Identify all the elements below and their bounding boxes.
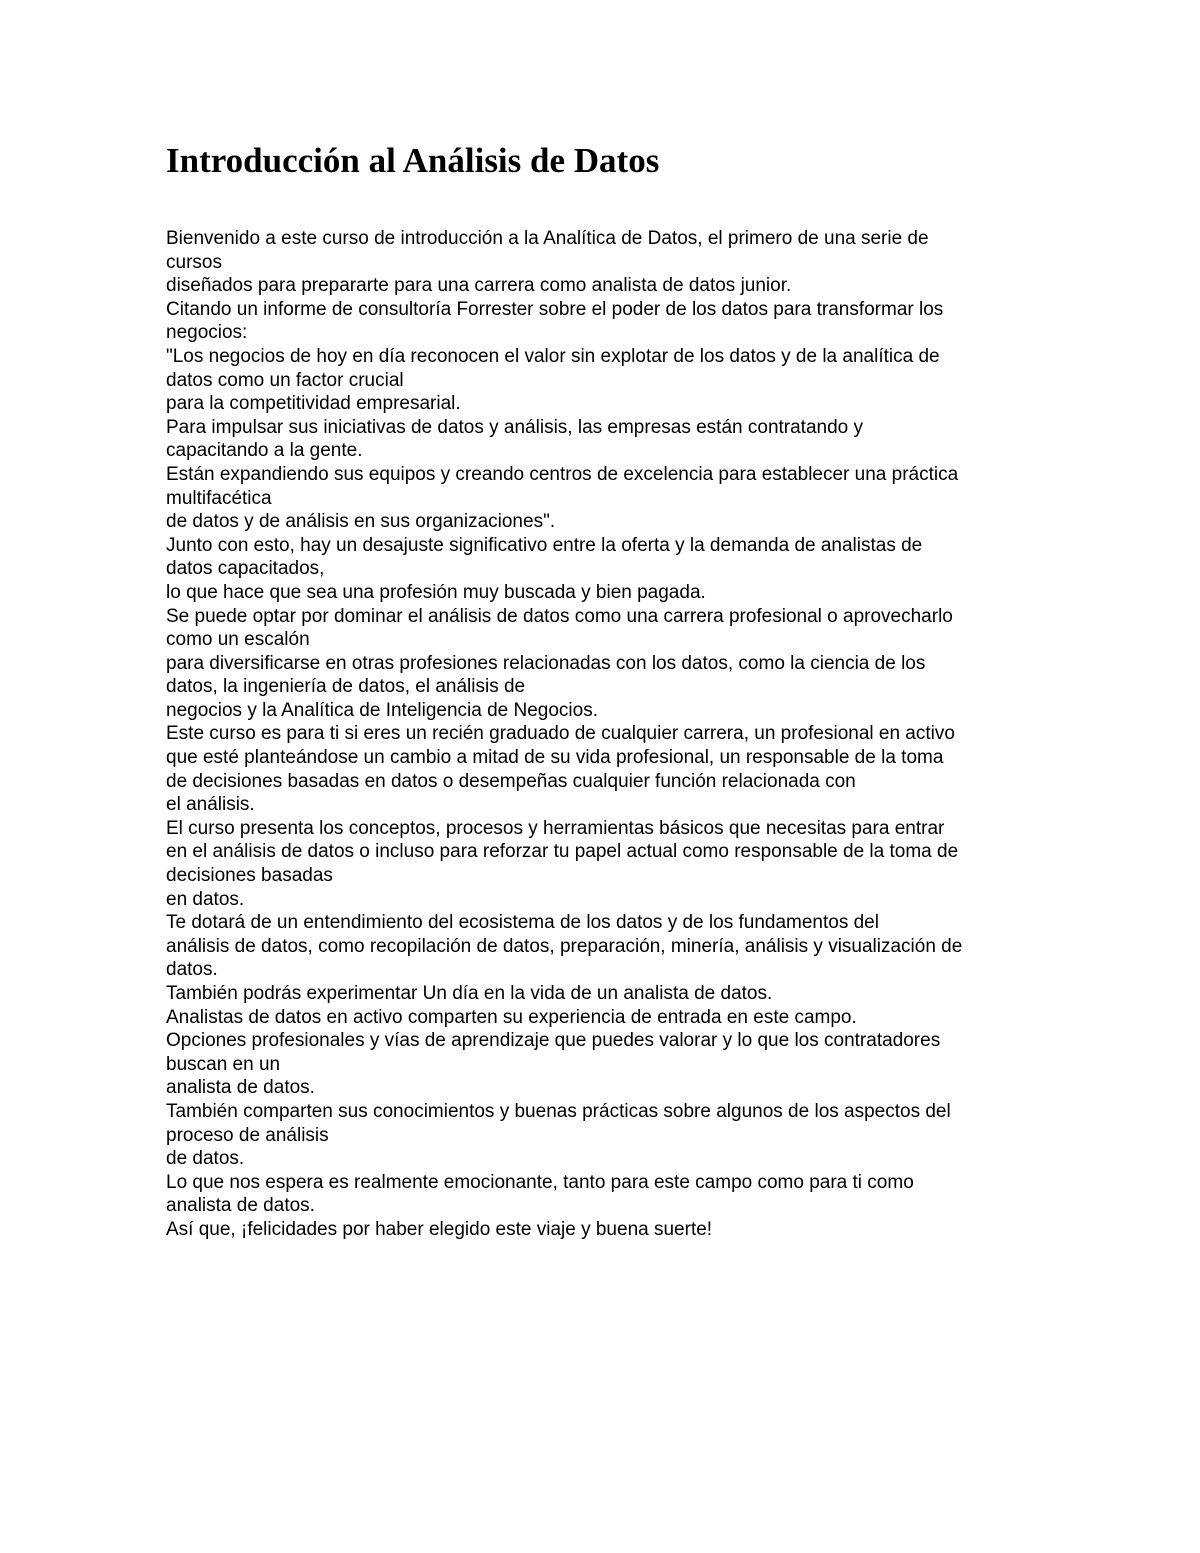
body-line: proceso de análisis (166, 1124, 329, 1146)
body-line: Te dotará de un entendimiento del ecosistema de los datos y de los fundamentos del (166, 912, 879, 934)
body-line: capacitando a la gente. (166, 440, 363, 462)
body-line: El curso presenta los conceptos, procesos y herramientas básicos que necesitas para entrar (166, 817, 945, 839)
body-line: multifacética (166, 487, 272, 509)
body-line: Analistas de datos en activo comparten su experiencia de entrada en este campo. (166, 1006, 857, 1028)
body-line: análisis de datos, como recopilación de datos, preparación, minería, análisis y visualización de (166, 935, 963, 957)
body-line: datos capacitados, (166, 558, 325, 580)
body-line: Citando un informe de consultoría Forrester sobre el poder de los datos para transformar los (166, 298, 944, 320)
body-line: Este curso es para ti si eres un recién graduado de cualquier carrera, un profesional en activo (166, 723, 955, 745)
body-line: buscan en un (166, 1053, 281, 1075)
body-line: diseñados para prepararte para una carrera como analista de datos junior. (166, 275, 792, 297)
body-line: de datos. (166, 1148, 245, 1170)
body-line: cursos (166, 251, 222, 273)
body-line: decisiones basadas (166, 865, 333, 887)
body-line: analista de datos. (166, 1195, 315, 1217)
body-line: datos, la ingeniería de datos, el análisis de (166, 676, 526, 698)
document-body (166, 227, 1046, 1242)
body-line: Bienvenido a este curso de introducción a la Analítica de Datos, el primero de una serie de (166, 228, 929, 249)
body-line: en datos. (166, 888, 245, 910)
body-line: Junto con esto, hay un desajuste significativo entre la oferta y la demanda de analistas de (166, 534, 923, 556)
body-line: Opciones profesionales y vías de aprendizaje que puedes valorar y lo que los contratadores (166, 1030, 941, 1052)
body-line: para diversificarse en otras profesiones relacionadas con los datos, como la ciencia de los (166, 652, 926, 674)
body-line: analista de datos. (166, 1077, 315, 1099)
body-line: de decisiones basadas en datos o desempeñas cualquier función relacionada con (166, 770, 856, 792)
body-line: lo que hace que sea una profesión muy buscada y bien pagada. (166, 581, 706, 603)
body-line: Para impulsar sus iniciativas de datos y análisis, las empresas están contratando y (166, 416, 864, 438)
body-line: datos. (166, 959, 218, 981)
body-line: Lo que nos espera es realmente emocionante, tanto para este campo como para ti como (166, 1171, 914, 1193)
body-line: Se puede optar por dominar el análisis de datos como una carrera profesional o aprovecharlo (166, 605, 953, 627)
body-line: como un escalón (166, 629, 310, 651)
body-line: que esté planteándose un cambio a mitad de su vida profesional, un responsable de la toma (166, 747, 944, 769)
body-line: datos como un factor crucial (166, 369, 404, 391)
body-line: en el análisis de datos o incluso para reforzar tu papel actual como responsable de la toma de (166, 841, 959, 863)
body-line: el análisis. (166, 794, 255, 816)
body-line: para la competitividad empresarial. (166, 393, 461, 415)
body-line: También comparten sus conocimientos y buenas prácticas sobre algunos de los aspectos del (166, 1100, 951, 1122)
body-line: Están expandiendo sus equipos y creando centros de excelencia para establecer una práctica (166, 463, 959, 485)
body-line: Así que, ¡felicidades por haber elegido este viaje y buena suerte! (166, 1218, 713, 1240)
document-title: Introducción al Análisis de Datos (166, 141, 660, 180)
body-line: También podrás experimentar Un día en la vida de un analista de datos. (166, 983, 773, 1004)
body-line: negocios: (166, 322, 248, 344)
body-line: "Los negocios de hoy en día reconocen el valor sin explotar de los datos y de la analítica de (166, 345, 940, 367)
body-line: negocios y la Analítica de Inteligencia de Negocios. (166, 699, 598, 721)
body-line: de datos y de análisis en sus organizaciones". (166, 511, 556, 533)
